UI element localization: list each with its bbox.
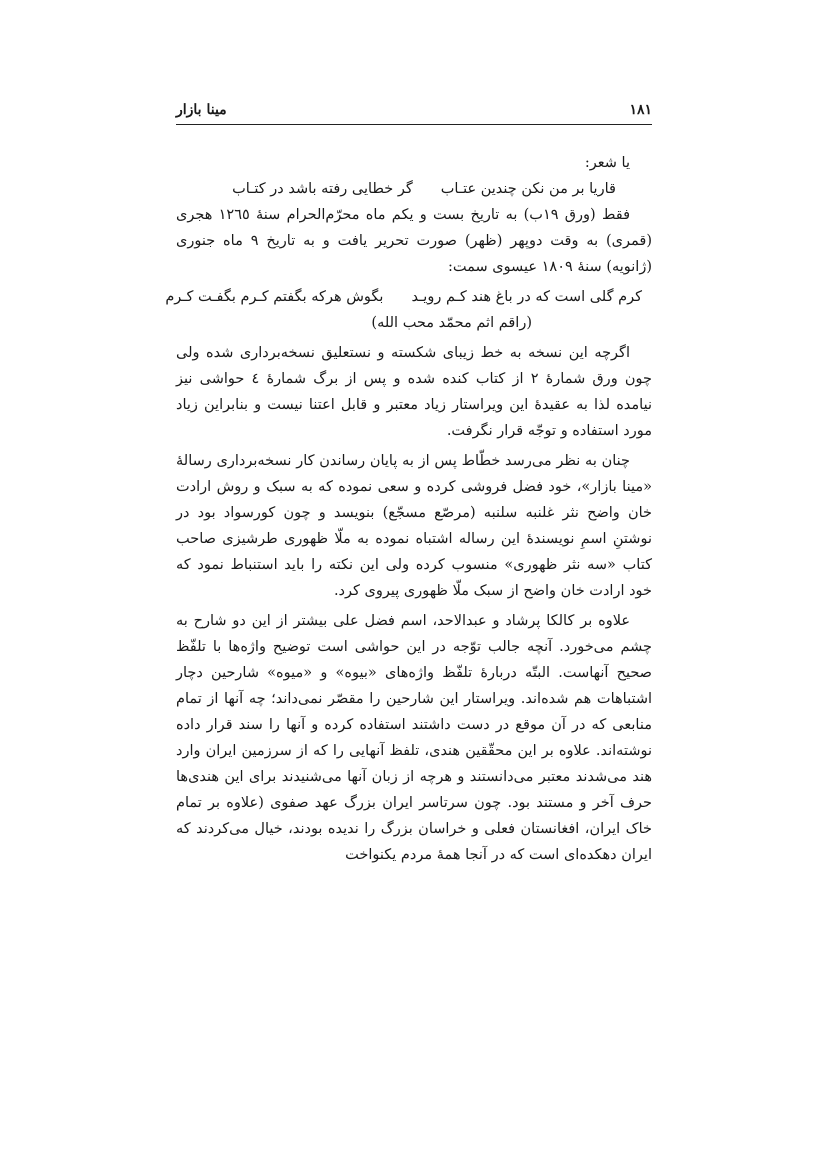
verse-couplet-1 — [176, 176, 652, 202]
verse-1-first-hemistich: قاریا بر من نکن چندین عتـاب — [440, 181, 616, 197]
scribe-signature: (راقم اثم محمّد محب الله) — [371, 315, 532, 331]
intro-line: یا شعر: — [584, 155, 630, 171]
verse-2-first-hemistich: کرم گلی است که در باغ هند کـم رویـد — [411, 289, 642, 305]
page-number: ١٨١ — [629, 102, 652, 118]
verse-1-second-hemistich: گر خطایی رفته باشد در کتـاب — [232, 181, 413, 197]
body-paragraph-3: علاوه بر کالکا پرشاد و عبدالاحد، اسم فضل علی بیشتر از این دو شارح به چشم می‌خورد. آنچه جالب توّجه در این حواشی است توضیح واژه‌ها با تلفّظ صحیح آنهاست. البتّه دربارهٔ تلفّظ واژه‌های «بیوه» و «میوه» شارحین دچار اشتباهات هم شده‌اند. ویراستار این شارحین را مقصّر نمی‌داند؛ چه آنها از تمام منابعی که در آن موقع در دست داشتند استفاده کرده و آنها را سند قرار داده نوشته‌اند. علاوه بر این محقّقین هندی، تلفظ آنهایی را که از سرزمین ایران وارد هند می‌شدند معتبر می‌دانستند و هرچه از زبان آنها می‌شنیدند برای این هندی‌ها حرف آخر و مستند بود. چون سرتاسر ایران بزرگ عهد صفوی (علاوه بر تمام خاک ایران، افغانستان فعلی و خراسان بزرگ را ندیده بودند، خیال می‌کردند که ایران دهکده‌ای است که در آنجا همهٔ مردم یکنواخت — [176, 613, 652, 863]
body-paragraph-2: چنان به نظر می‌رسد خطّاط پس از به پایان رساندن کار نسخه‌برداری رسالهٔ «مینا بازار»، خود فضل فروشی کرده و سعی نموده که به سبک و روش ارادت خان واضح نثر غلنبه سلنبه (مرصّع مسجّع) بنویسد و چون کورسواد بود در نوشتنِ اسمِ نویسندهٔ این رساله اشتباه نموده به ملّا ظهوری طرشیزی صاحب کتاب «سه نثر ظهوری» منسوب کرده ولی این نکته را باید استنباط نمود که خود ارادت خان واضح از سبک ملّا ظهوری پیروی کرد. — [176, 453, 652, 599]
colophon-paragraph: فقط (ورق ١٩ب) به تاریخ بست و یکم ماه محرّم‌الحرام سنهٔ ١٢٦٥ هجری (قمری) به وقت دوپهر (ظهر) صورت تحریر یافت و به تاریخ ٩ ماه جنوری (ژانویه) سنهٔ ١٨٠٩ عیسوی سمت: — [176, 207, 652, 275]
verse-2-second-hemistich: بگوش هرکه بگفتم کـرم بگفـت کـرم — [165, 289, 384, 305]
verse-couplet-2 — [165, 284, 652, 310]
page-header — [176, 100, 652, 125]
body-paragraph-1: اگرچه این نسخه به خط زیبای شکسته و نستعلیق نسخه‌برداری شده ولی چون ورق شمارهٔ ٢ از کتاب کنده شده و پس از برگ شمارهٔ ٤ حواشی نیز نیامده لذا به عقیدهٔ این ویراستار زیاد معتبر و قابل اعتنا نیست و بنابراین زیاد مورد استفاده و توجّه قرار نگرفت. — [176, 345, 652, 439]
page-body — [165, 150, 652, 872]
running-title: مینا بازار — [176, 102, 227, 118]
